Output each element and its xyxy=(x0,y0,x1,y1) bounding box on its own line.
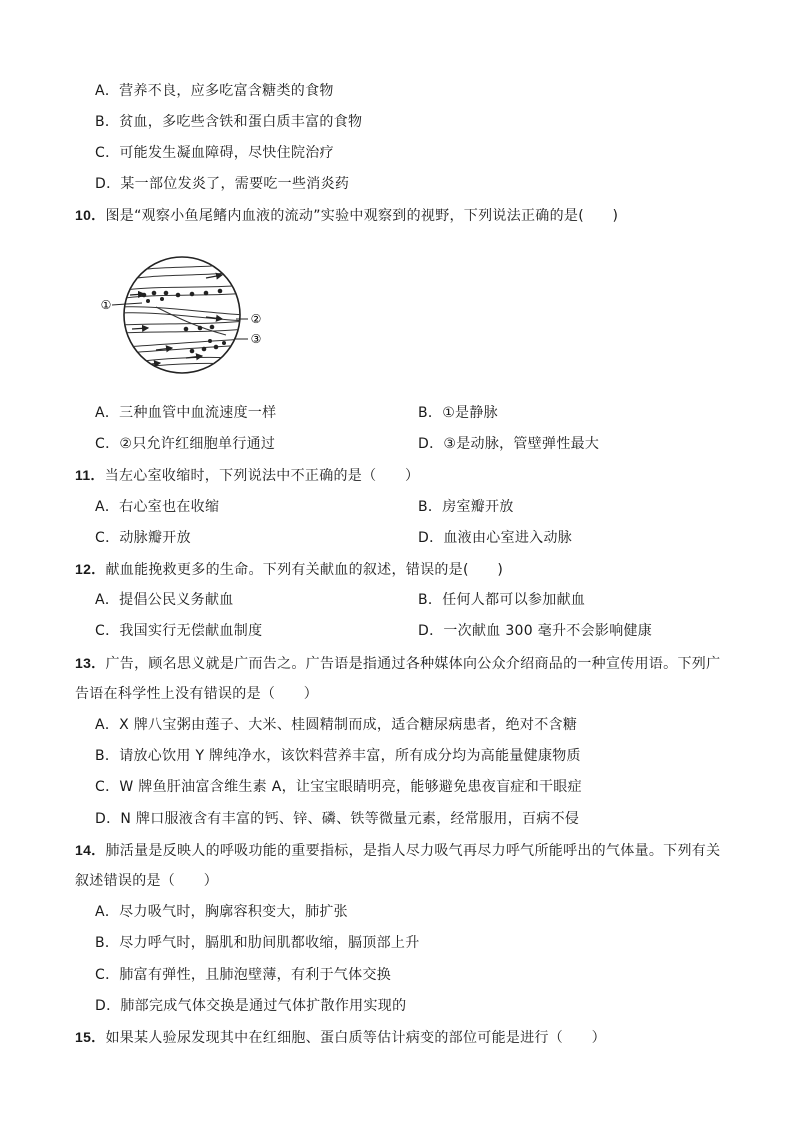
option-a: A．右心室也在收缩 xyxy=(95,499,220,515)
question-stem-continued: 告语在科学性上没有错误的是（ ） xyxy=(75,686,319,702)
option-b: B．任何人都可以参加献血 xyxy=(418,592,586,608)
question-number: 14． xyxy=(75,842,106,858)
question-15 xyxy=(75,1027,606,1048)
option-c: C．W 牌鱼肝油富含维生素 A，让宝宝眼睛明亮，能够避免患夜盲症和干眼症 xyxy=(95,779,582,795)
option-a: A．尽力吸气时，胸廓容积变大，肺扩张 xyxy=(95,904,348,920)
option-d: D．一次献血 300 毫升不会影响健康 xyxy=(418,623,653,639)
question-stem-continued: 叙述错误的是（ ） xyxy=(75,873,218,889)
option-c: C．肺富有弹性，且肺泡壁薄，有利于气体交换 xyxy=(95,967,392,983)
option-d: D．血液由心室进入动脉 xyxy=(418,530,573,546)
option-a: A．营养不良，应多吃富含糖类的食物 xyxy=(95,83,334,99)
option-c: C．我国实行无偿献血制度 xyxy=(95,623,263,639)
question-stem: 图是“观察小鱼尾鳍内血液的流动”实验中观察到的视野，下列说法正确的是( ) xyxy=(105,208,619,224)
question-14 xyxy=(75,840,720,861)
question-11 xyxy=(75,465,419,486)
option-c: C．可能发生凝血障碍，尽快住院治疗 xyxy=(95,145,334,161)
question-number: 15． xyxy=(75,1029,106,1045)
question-number: 10． xyxy=(75,207,106,223)
question-stem: 肺活量是反映人的呼吸功能的重要指标，是指人尽力吸气再尽力呼气所能呼出的气体量。下列有关 xyxy=(105,843,721,859)
question-number: 11． xyxy=(75,467,105,483)
option-b: B．请放心饮用 Y 牌纯净水，该饮料营养丰富，所有成分均为高能量健康物质 xyxy=(95,748,581,764)
option-c: C．②只允许红细胞单行通过 xyxy=(95,436,276,452)
question-12 xyxy=(75,559,503,580)
question-number: 12． xyxy=(75,561,106,577)
option-a: A．X 牌八宝粥由莲子、大米、桂圆精制而成，适合糖尿病患者，绝对不含糖 xyxy=(95,717,578,733)
question-stem: 广告，顾名思义就是广而告之。广告语是指通过各种媒体向公众介绍商品的一种宣传用语。下列广 xyxy=(105,656,721,672)
figure-label-3: ③ xyxy=(250,332,262,346)
option-d: D．③是动脉，管壁弹性最大 xyxy=(418,436,600,452)
question-10 xyxy=(75,205,618,226)
option-b: B．尽力呼气时，膈肌和肋间肌都收缩，膈顶部上升 xyxy=(95,935,420,951)
option-b: B．房室瓣开放 xyxy=(418,499,514,515)
option-d: D．N 牌口服液含有丰富的钙、锌、磷、铁等微量元素，经常服用，百病不侵 xyxy=(95,811,580,827)
question-number: 13． xyxy=(75,655,106,671)
question-stem: 献血能挽救更多的生命。下列有关献血的叙述，错误的是( ) xyxy=(105,562,504,578)
question-stem: 如果某人验尿发现其中在红细胞、蛋白质等估计病变的部位可能是进行（ ） xyxy=(105,1030,606,1046)
option-d: D．某一部位发炎了，需要吃一些消炎药 xyxy=(95,176,350,192)
fish-tail-blood-flow-figure xyxy=(96,255,266,385)
question-stem: 当左心室收缩时，下列说法中不正确的是（ ） xyxy=(104,468,420,484)
figure-label-1: ① xyxy=(100,298,112,312)
question-13 xyxy=(75,653,720,674)
figure-label-2: ② xyxy=(250,312,262,326)
option-b: B．①是静脉 xyxy=(418,405,498,421)
option-c: C．动脉瓣开放 xyxy=(95,530,191,546)
option-a: A．三种血管中血流速度一样 xyxy=(95,405,277,421)
option-a: A．提倡公民义务献血 xyxy=(95,592,234,608)
option-d: D．肺部完成气体交换是通过气体扩散作用实现的 xyxy=(95,998,407,1014)
option-b: B．贫血，多吃些含铁和蛋白质丰富的食物 xyxy=(95,114,363,130)
